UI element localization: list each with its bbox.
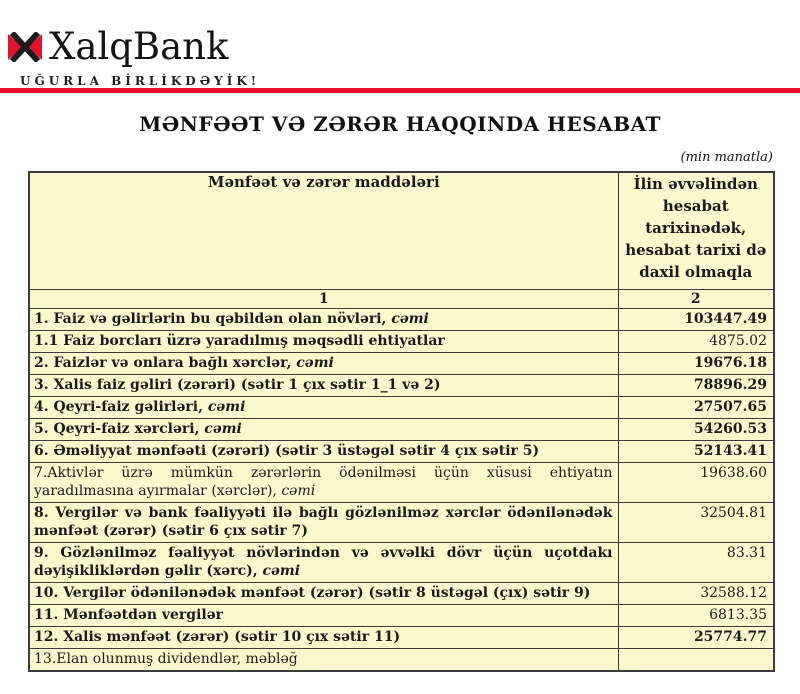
row-value: 4875.02: [618, 330, 774, 352]
row-value: 54260.53: [618, 418, 774, 440]
row-value: 52143.41: [618, 440, 774, 462]
table-row: [29, 352, 774, 374]
table-row: [29, 374, 774, 396]
row-label: 9. Gözlənilməz fəaliyyət növlərindən və əvvəlki dövr üçün uçotdakı dəyişikliklərdən gəlir (xərc), cəmi: [29, 542, 618, 582]
bank-name: XalqBank: [49, 25, 229, 68]
row-value: 83.31: [618, 542, 774, 582]
table-row: [29, 308, 774, 330]
row-label: 12. Xalis mənfəət (zərər) (sətir 10 çıx sətir 11): [29, 626, 618, 648]
row-label: 2. Faizlər və onlara bağlı xərclər, cəmi: [29, 352, 618, 374]
row-value: 32588.12: [618, 582, 774, 604]
row-value: 27507.65: [618, 396, 774, 418]
row-label: 1. Faiz və gəlirlərin bu qəbildən olan növləri, cəmi: [29, 308, 618, 330]
table-row: [29, 582, 774, 604]
profit-loss-table: [28, 171, 775, 672]
row-label: 1.1 Faiz borcları üzrə yaradılmış məqsədli ehtiyatlar: [29, 330, 618, 352]
bank-slogan: UĞURLA BİRLİKDƏYİK!: [20, 74, 261, 88]
row-label: 3. Xalis faiz gəliri (zərəri) (sətir 1 çıx sətir 1_1 və 2): [29, 374, 618, 396]
red-divider: [0, 88, 800, 93]
row-value: 19676.18: [618, 352, 774, 374]
table-row: [29, 440, 774, 462]
row-label: 13.Elan olunmuş dividendlər, məbləğ: [29, 648, 618, 671]
row-label: 11. Mənfəətdən vergilər: [29, 604, 618, 626]
table-row: [29, 626, 774, 648]
page-title: MƏNFƏƏT VƏ ZƏRƏR HAQQINDA HESABAT: [139, 112, 661, 136]
row-value: 19638.60: [618, 462, 774, 502]
table-row: [29, 418, 774, 440]
column-number-2: 2: [618, 289, 774, 308]
row-label: 6. Əməliyyat mənfəəti (zərəri) (sətir 3 üstəgəl sətir 4 çıx sətir 5): [29, 440, 618, 462]
row-label: 5. Qeyri-faiz xərcləri, cəmi: [29, 418, 618, 440]
row-label: 4. Qeyri-faiz gəlirləri, cəmi: [29, 396, 618, 418]
table-row: [29, 396, 774, 418]
column-number-row: [29, 289, 774, 308]
row-label: 8. Vergilər və bank fəaliyyəti ilə bağlı gözlənilməz xərclər ödənilənədək mənfəət (zərər) (sətir 6 çıx sətir 7): [29, 502, 618, 542]
row-label: 7.Aktivlər üzrə mümkün zərərlərin ödənilməsi üçün xüsusi ehtiyatın yaradılmasına ayırmalar (xərclər), cəmi: [29, 462, 618, 502]
table-header-row: [29, 172, 774, 289]
table-row: [29, 542, 774, 582]
row-label: 10. Vergilər ödənilənədək mənfəət (zərər) (sətir 8 üstəgəl (çıx) sətir 9): [29, 582, 618, 604]
row-value: 32504.81: [618, 502, 774, 542]
table-row: [29, 502, 774, 542]
column-number-1: 1: [29, 289, 618, 308]
row-value: 103447.49: [618, 308, 774, 330]
bank-logo: [8, 25, 261, 88]
row-value: 78896.29: [618, 374, 774, 396]
xalqbank-x-icon: [8, 32, 42, 62]
header-items-column: Mənfəət və zərər maddələri: [29, 172, 618, 289]
table-row: [29, 604, 774, 626]
header-period-column: İlin əvvəlindən hesabat tarixinədək, hesabat tarixi də daxil olmaqla: [618, 172, 774, 289]
unit-note: (min manatla): [680, 150, 773, 165]
table-row: [29, 330, 774, 352]
row-value: [618, 648, 774, 671]
table-row: [29, 648, 774, 671]
row-value: 25774.77: [618, 626, 774, 648]
table-row: [29, 462, 774, 502]
row-value: 6813.35: [618, 604, 774, 626]
